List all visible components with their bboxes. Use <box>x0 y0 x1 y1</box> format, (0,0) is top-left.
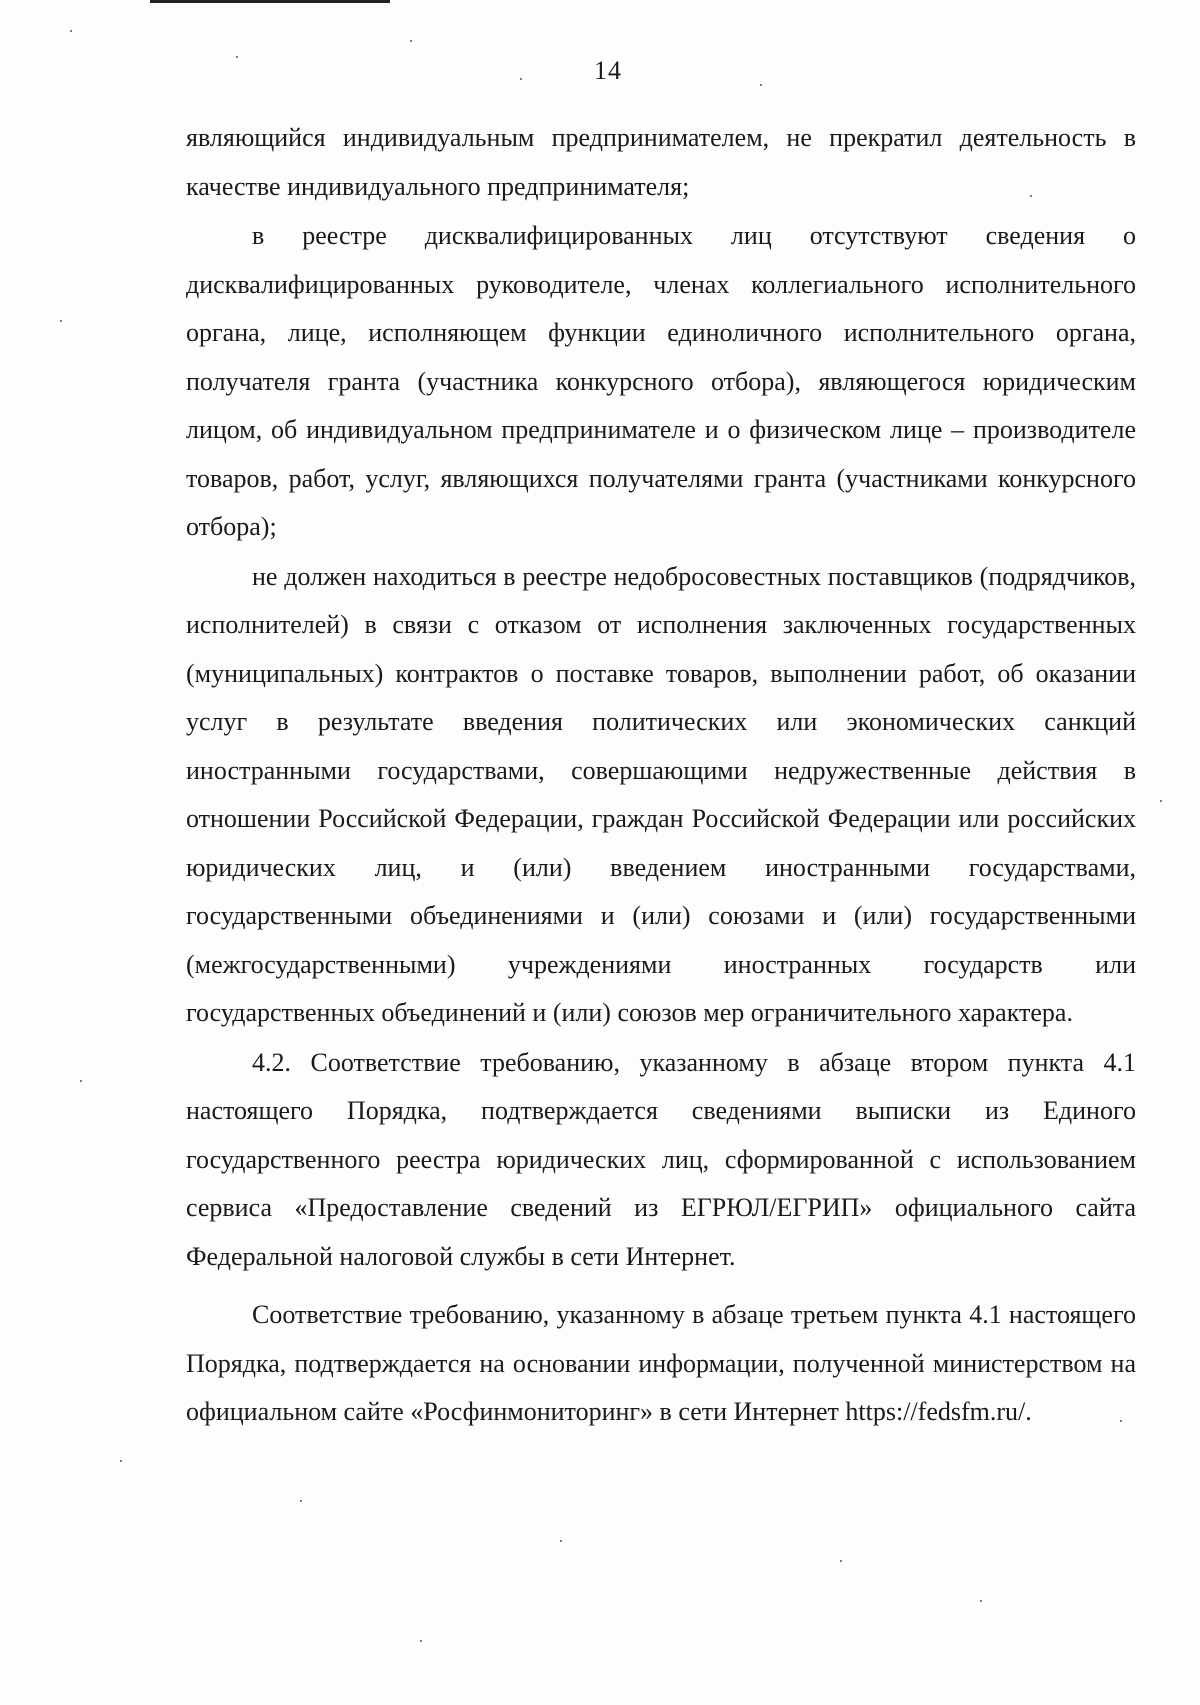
page-number: 14 <box>594 56 622 85</box>
paragraph-5: Соответствие требованию, указанному в абзаце третьем пункта 4.1 настоящего Порядка, подтверждается на основании информации, полученной министерством на официальном сайте «Росфинмониторинг» в сети Интернет https://fedsfm.ru/. <box>186 1300 1136 1426</box>
scan-speck <box>840 1560 842 1562</box>
scan-speck <box>1160 800 1162 802</box>
paragraph-2: в реестре дисквалифицированных лиц отсутствуют сведения о дисквалифицированных руководителе, членах коллегиального исполнительного органа, лице, исполняющем функции единоличного исполнительного органа, получателя гранта (участника конкурсного отбора), являющегося юридическим лицом, об индивидуальном предпринимателе и о физическом лице – производителе товаров, работ, услуг, являющихся получателями гранта (участниками конкурсного отбора); <box>186 221 1136 541</box>
scan-speck <box>60 320 62 322</box>
scan-speck <box>300 1500 302 1502</box>
scan-speck <box>410 40 412 42</box>
scan-speck <box>1120 1420 1122 1422</box>
scan-speck <box>236 56 238 58</box>
scan-speck <box>560 1540 562 1542</box>
scan-speck <box>70 30 72 32</box>
scan-speck <box>980 1600 982 1602</box>
paragraph-3: не должен находиться в реестре недобросовестных поставщиков (подрядчиков, исполнителей) в связи с отказом от исполнения заключенных государственных (муниципальных) контрактов о поставке товаров, выполнении работ, об оказании услуг в результате введения политических или экономических санкций иностранными государствами, совершающими недружественные действия в отношении Российской Федерации, граждан Российской Федерации или российских юридических лиц, и (или) введением иностранными государствами, государственными объединениями и (или) союзами и (или) государственными (межгосударственными) учреждениями иностранных государств или государственных объединений и (или) союзов мер ограничительного характера. <box>186 561 1136 1027</box>
scan-speck <box>760 84 762 86</box>
scan-speck <box>1030 195 1032 197</box>
document-body <box>186 114 1136 1437</box>
paragraph-4: 4.2. Соответствие требованию, указанному в абзаце втором пункта 4.1 настоящего Порядка, подтверждается сведениями выписки из Единого государственного реестра юридических лиц, сформированной с использованием сервиса «Предоставление сведений из ЕГРЮЛ/ЕГРИП» официального сайта Федеральной налоговой службы в сети Интернет. <box>186 1047 1136 1271</box>
scan-speck <box>520 78 522 80</box>
scan-edge-line <box>150 0 390 3</box>
scan-speck <box>80 1080 82 1082</box>
scan-speck <box>420 1640 422 1642</box>
paragraph-1: являющийся индивидуальным предпринимателем, не прекратил деятельность в качестве индивидуального предпринимателя; <box>186 123 1136 201</box>
scan-speck <box>120 1460 122 1462</box>
